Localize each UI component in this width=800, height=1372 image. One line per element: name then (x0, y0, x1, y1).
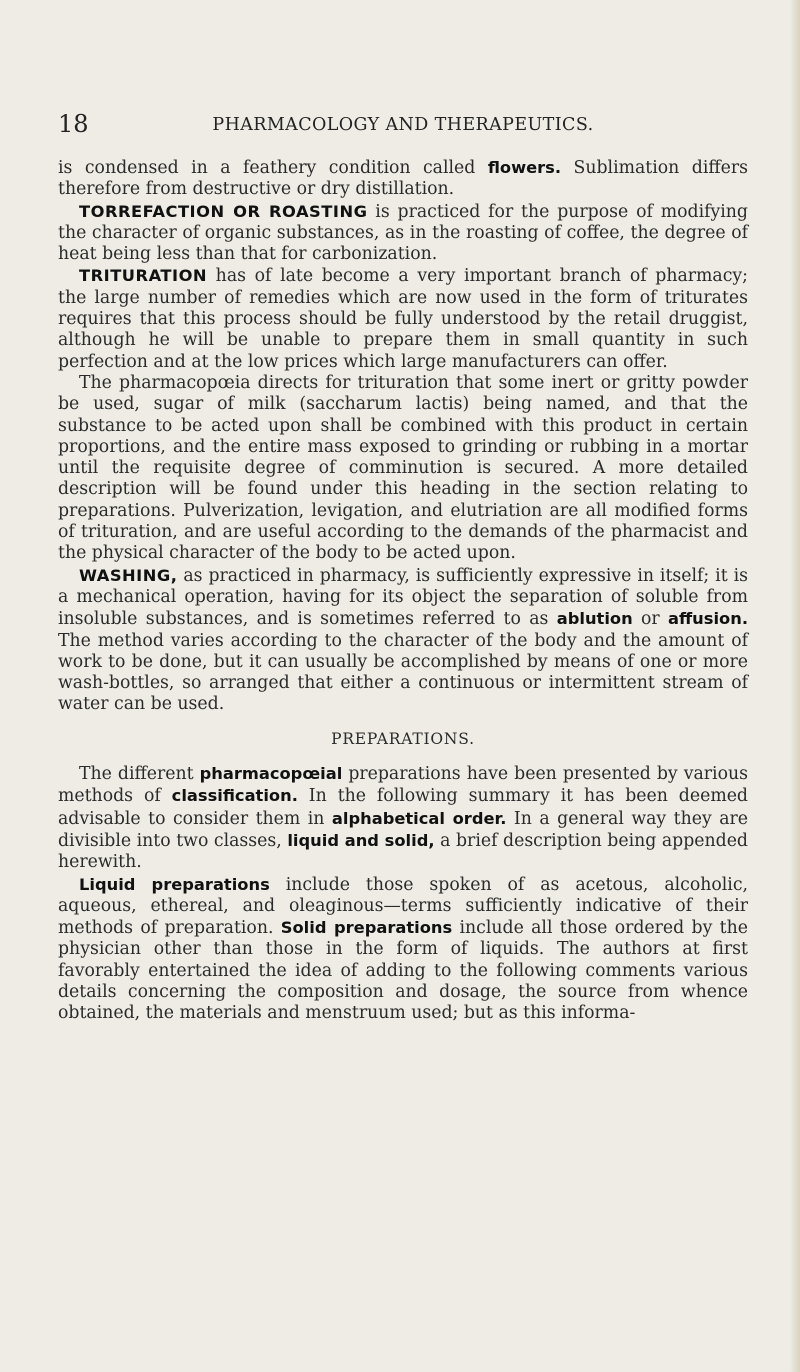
text: include all those ordered by the physician other than those in the form of liquids. The authors at first favorably entertained the idea of adding to the following comments various details concerning the composition and dosage, the source from whence obtained, the materials and menstruum used; but as this informa- (58, 918, 748, 1024)
text: or (632, 609, 668, 630)
text: The pharmacopœia directs for trituration that some inert or gritty powder be used, sugar of milk (saccharum lactis) being named, and that the substance to be acted upon shall be combined with this product in certain proportions, and the entire mass exposed to grinding or rubbing in a mortar until the requisite degree of comminution is secured. A more detailed description will be found under this heading in the section relating to preparations. Pulverization, levigation, and elutriation are all modified forms of trituration, and are useful according to the demands of the pharmacist and the physical character of the body to be acted upon. (58, 372, 748, 564)
keyword-alphabetical-order: alphabetical order. (331, 808, 507, 828)
text: a brief description being appended herewith. (58, 830, 748, 873)
text: In the following summary it has been deemed advisable to consider them in (58, 786, 748, 829)
text: as practiced in pharmacy, is sufficiently expressive in itself; it is a mechanical operation, having for its object the separation of soluble from insoluble substances, and is sometimes referred to as (58, 565, 748, 630)
body-text (58, 157, 748, 1025)
keyword-solid-preparations: Solid preparations (280, 918, 453, 938)
running-title: PHARMACOLOGY AND THERAPEUTICS. (212, 115, 594, 135)
keyword-liquid-and-solid: liquid and solid, (287, 830, 435, 850)
text: The different (79, 764, 200, 785)
paragraph-flowers (58, 157, 748, 201)
paragraph-trituration (58, 265, 748, 372)
text: Sublimation differs therefore from destructive or dry distillation. (58, 158, 749, 200)
text: is condensed in a feathery condition called (58, 158, 488, 178)
keyword-flowers: flowers. (487, 158, 562, 177)
text: has of late become a very important branch of pharmacy; the large number of remedies which are now used in the form of triturates requires that this process should be fully understood by the retail druggist, although he will be unable to prepare them in small quantity in such perfection and at the low prices which large manufacturers can offer. (58, 266, 748, 372)
section-heading: PREPARATIONS. (331, 729, 475, 748)
keyword-pharmacopoeial: pharmacopœial (199, 764, 343, 784)
keyword-washing: WASHING, (79, 565, 178, 585)
paragraph-pharmacopoeia-directs (58, 373, 748, 565)
text: preparations have been presented by various methods of (58, 764, 748, 807)
text: In a general way they are divisible into two classes, (58, 808, 749, 851)
text: is practiced for the purpose of modifying the character of organic substances, as in the roasting of coffee, the degree of heat being less than that for carbonization. (58, 201, 748, 265)
paragraph-torrefaction (58, 201, 748, 266)
paragraph-classification (58, 763, 748, 873)
keyword-affusion: affusion. (668, 609, 748, 629)
paragraph-liquid-solid (58, 874, 748, 1025)
keyword-trituration: TRITURATION (79, 266, 208, 286)
text: include those spoken of as acetous, alcoholic, aqueous, ethereal, and oleaginous—terms sufficiently indicative of their methods of preparation. (58, 874, 748, 939)
paragraph-washing (58, 565, 748, 716)
page-number: 18 (58, 110, 89, 138)
text: The method varies according to the character of the body and the amount of work to be done, but it can usually be accomplished by means of one or more wash-bottles, so arranged that either a continuous or intermittent stream of water can be used. (58, 630, 748, 715)
keyword-ablution: ablution (556, 609, 633, 629)
page-edge (790, 0, 800, 1372)
keyword-liquid-preparations: Liquid preparations (79, 874, 270, 894)
running-head (58, 110, 748, 140)
keyword-torrefaction: TORREFACTION OR ROASTING (79, 201, 368, 221)
keyword-classification: classification. (171, 786, 298, 806)
